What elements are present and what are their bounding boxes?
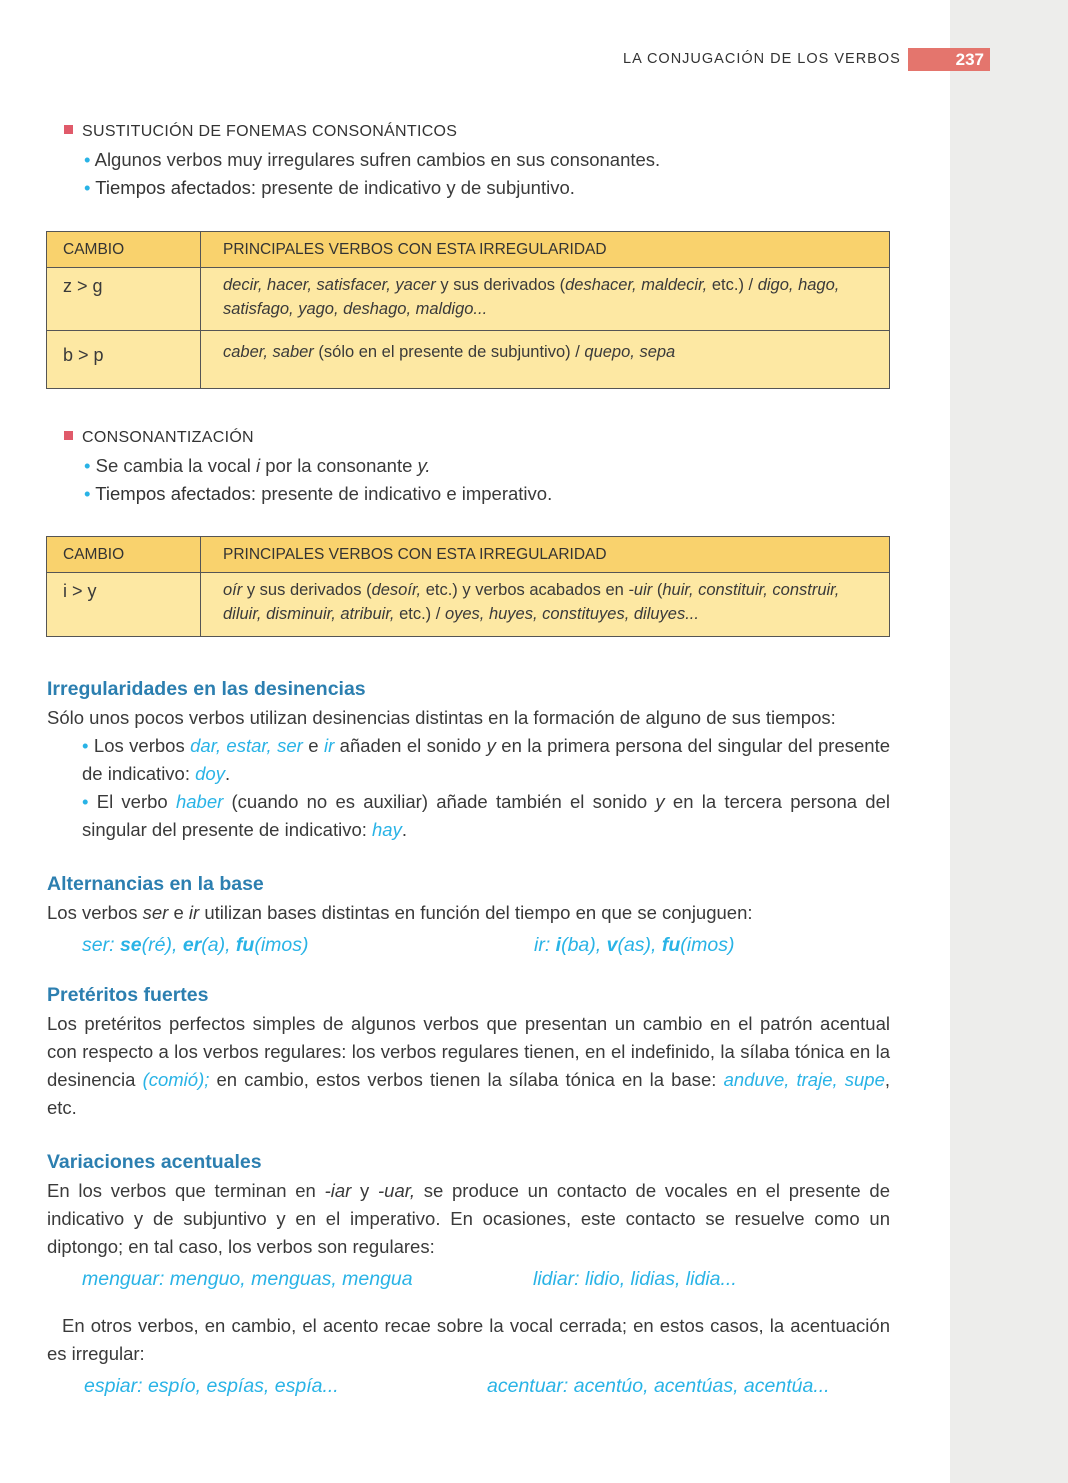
example-lidiar: lidiar: lidio, lidias, lidia... xyxy=(533,1268,737,1290)
cell-cambio: z > g xyxy=(47,268,201,330)
table-header xyxy=(47,232,889,268)
bullet-dot-icon: • xyxy=(84,149,91,170)
bullet-item: • Los verbos dar, estar, ser e ir añaden el sonido y en la primera persona del singular del presente de indicativo: doy. xyxy=(82,735,890,784)
heading-desinencias: Irregularidades en las desinencias xyxy=(47,678,366,700)
cell-cambio: i > y xyxy=(47,573,201,636)
example-menguar: menguar: menguo, menguas, mengua xyxy=(82,1268,413,1290)
bullet-item: • Tiempos afectados: presente de indicativo y de subjuntivo. xyxy=(84,177,575,198)
heading-alternancias: Alternancias en la base xyxy=(47,873,264,895)
column-header-verbos: PRINCIPALES VERBOS CON ESTA IRREGULARIDAD xyxy=(223,241,607,258)
paragraph-variaciones: En los verbos que terminan en -iar y -uar, se produce un contacto de vocales en el presente de indicativo y de subjuntivo y en el imperativo. En ocasiones, este contacto se resuelve como un diptongo; en tal caso, los verbos son regulares: xyxy=(47,1180,890,1257)
table-row xyxy=(47,573,889,636)
bullet-dot-icon: • xyxy=(84,177,91,198)
bullet-dot-icon: • xyxy=(84,483,91,504)
page-number: 237 xyxy=(908,48,990,71)
example-acentuar: acentuar: acentúo, acentúas, acentúa... xyxy=(487,1375,830,1397)
column-header-cambio: CAMBIO xyxy=(47,232,201,267)
table-row xyxy=(47,331,889,388)
column-header-verbos: PRINCIPALES VERBOS CON ESTA IRREGULARIDAD xyxy=(223,546,607,563)
section-heading-consonantizacion: CONSONANTIZACIÓN xyxy=(64,429,254,447)
bullet-item: • Tiempos afectados: presente de indicativo e imperativo. xyxy=(84,483,553,504)
column-header-cambio: CAMBIO xyxy=(47,537,201,572)
heading-variaciones: Variaciones acentuales xyxy=(47,1151,262,1173)
cell-verbos: caber, saber (sólo en el presente de subjuntivo) / quepo, sepa xyxy=(223,343,676,361)
paragraph-alternancias: Los verbos ser e ir utilizan bases distintas en función del tiempo en que se conjuguen: xyxy=(47,902,753,923)
cell-verbos: oír y sus derivados (desoír, etc.) y verbos acabados en -uir (huir, constituir, construir, diluir, disminuir, atribuir, etc.) / oyes, huyes, constituyes, diluyes... xyxy=(223,581,840,623)
square-bullet-icon xyxy=(64,431,73,440)
paragraph-desinencias-intro: Sólo unos pocos verbos utilizan desinencias distintas en la formación de alguno de sus tiempos: xyxy=(47,707,836,728)
bullet-dot-icon: • xyxy=(82,791,89,812)
bullet-item: • Se cambia la vocal i por la consonante y. xyxy=(84,455,431,476)
cell-verbos: decir, hacer, satisfacer, yacer y sus derivados (deshacer, maldecir, etc.) / digo, hago, satisfago, yago, deshago, maldigo... xyxy=(223,276,840,318)
example-espiar: espiar: espío, espías, espía... xyxy=(84,1375,339,1397)
cell-cambio: b > p xyxy=(47,331,201,388)
paragraph-variaciones-2: En otros verbos, en cambio, el acento recae sobre la vocal cerrada; en estos casos, la acentuación es irregular: xyxy=(47,1315,890,1364)
table-header xyxy=(47,537,889,573)
table-consonant-changes xyxy=(46,231,890,389)
running-title: LA CONJUGACIÓN DE LOS VERBOS xyxy=(623,51,901,67)
paragraph-preteritos: Los pretéritos perfectos simples de algunos verbos que presentan un cambio en el patrón acentual con respecto a los verbos regulares: los verbos regulares tienen, en el indefinido, la sílaba tónica en la desinencia (comió); en cambio, estos verbos tienen la sílaba tónica en la base: anduve, traje, supe, etc. xyxy=(47,1013,890,1118)
square-bullet-icon xyxy=(64,125,73,134)
example-ser: ser: se(ré), er(a), fu(imos) xyxy=(82,934,309,956)
bullet-dot-icon: • xyxy=(82,735,89,756)
bullet-dot-icon: • xyxy=(84,455,91,476)
page-edge-strip xyxy=(950,0,1068,1483)
section-heading-sustitucion: SUSTITUCIÓN DE FONEMAS CONSONÁNTICOS xyxy=(64,123,457,141)
table-consonantizacion xyxy=(46,536,890,637)
example-ir: ir: i(ba), v(as), fu(imos) xyxy=(534,934,735,956)
bullet-item: • Algunos verbos muy irregulares sufren cambios en sus consonantes. xyxy=(84,149,661,170)
bullet-item: • El verbo haber (cuando no es auxiliar) añade también el sonido y en la tercera persona del singular del presente de indicativo: hay. xyxy=(82,791,890,840)
heading-preteritos: Pretéritos fuertes xyxy=(47,984,209,1006)
table-row xyxy=(47,268,889,331)
